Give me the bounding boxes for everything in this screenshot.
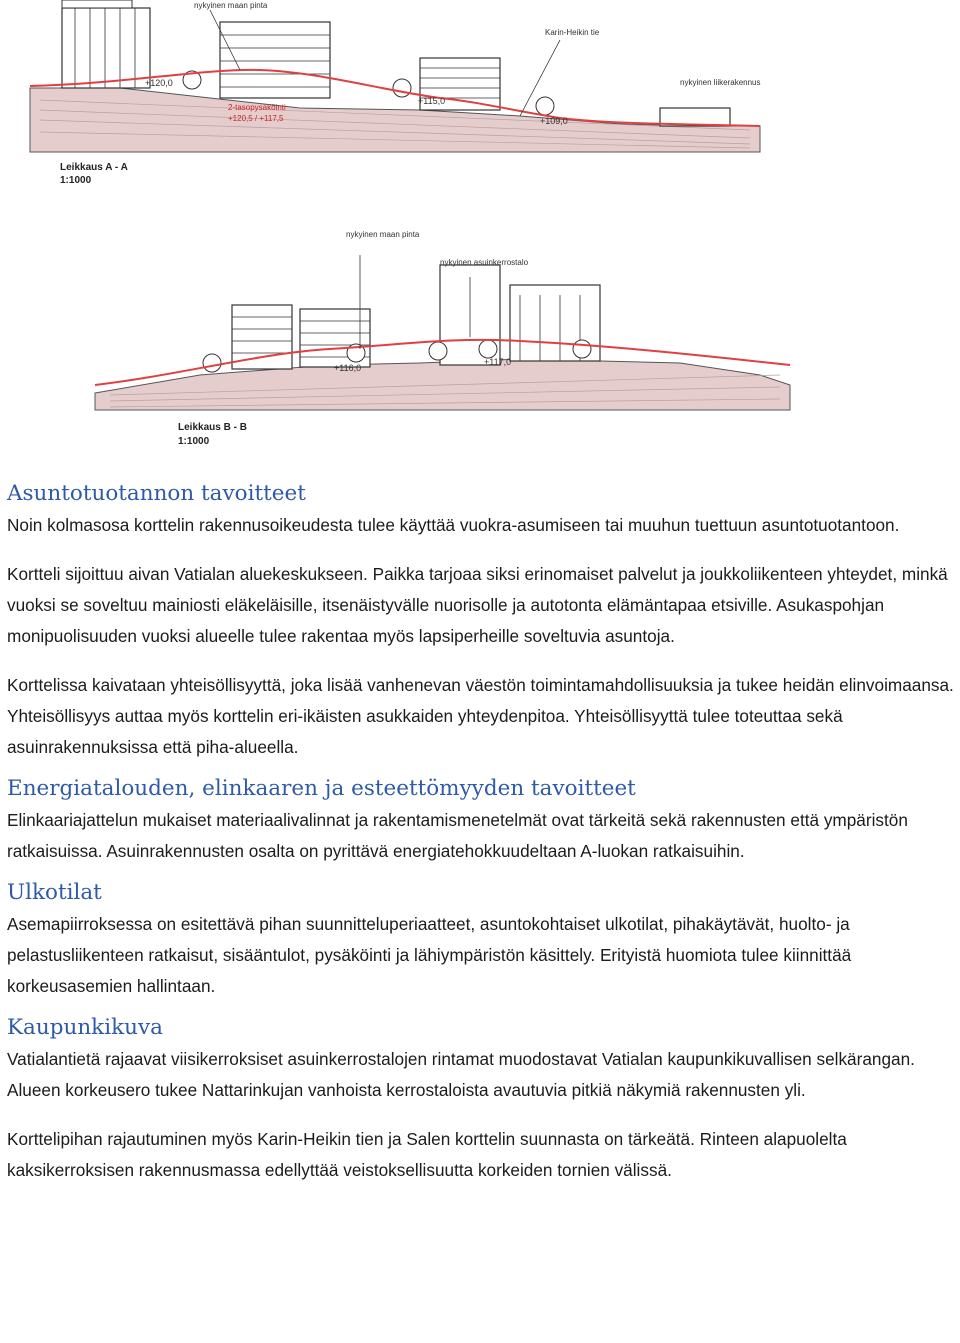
label-parking: 2-tasopysäköinti [228, 103, 286, 112]
label-existing-ground: nykyinen maan pinta [346, 230, 420, 239]
paragraph: Asemapiirroksessa on esitettävä pihan suunnitteluperiaatteet, asuntokohtaiset ulkotilat, pihakäytävät, huolto- ja pelastusliikenteen ratkaisut, sisääntulot, pysäköinti ja lähiympäristön käsittely. Erityistä huomiota tulee kiinnittää korkeusasemien hallintaan. [7, 914, 852, 996]
tree [479, 340, 497, 358]
label-existing-apartment: nykyinen asuinkerrostalo [440, 258, 529, 267]
paragraph: Korttelissa kaivataan yhteisöllisyyttä, joka lisää vanhenevan väestön toimintamahdollisuuksia ja tukee heidän elinvoimaansa. Yhteisöllisyys auttaa myös korttelin eri-ikäisten asukkaiden yhteydenpitoa. Yhteisöllisyyttä tulee toteuttaa sekä asuinrakennuksissa että piha-alueella. [7, 675, 954, 757]
label-level-1: +120,0 [145, 78, 173, 88]
paragraph: Kortteli sijoittuu aivan Vatialan aluekeskukseen. Paikka tarjoaa siksi erinomaiset palvelut ja joukkoliikenteen yhteydet, minkä vuoksi se soveltuu mainiosti eläkeläisille, itsenäistyvälle nuorisolle ja autotonta elämäntapaa etsiville. Asukaspohjan monipuolisuuden vuoksi alueelle tulee rakentaa myös lapsiperheille soveltuvia asuntoja. [7, 564, 948, 646]
label-level-2: +115,0 [418, 96, 446, 106]
section-drawing-a [0, 0, 960, 190]
caption-scale-a: 1:1000 [60, 175, 92, 186]
paragraph: Vatialantietä rajaavat viisikerroksiset asuinkerrostalojen rintamat muodostavat Vatialan kaupunkikuvallisen selkärangan. Alueen korkeusero tukee Nattarinkujan vanhoista kerrostaloista avautuvia pitkiä näkymiä rakennusten yli. [7, 1049, 915, 1100]
caption-title-b: Leikkaus B - B [178, 422, 247, 433]
tree [536, 97, 554, 115]
caption-title-a: Leikkaus A - A [60, 162, 128, 173]
paragraph: Elinkaariajattelun mukaiset materiaalivalinnat ja rakentamismenetelmät ovat tärkeitä sekä rakennusten että ympäristön ratkaisuissa. Asuinrakennusten osalta on pyrittävä energiatehokkuudeltaan A-luokan ratkaisuihin. [7, 810, 908, 861]
heading-energy-goals: Energiatalouden, elinkaaren ja esteettömyyden tavoitteet [7, 776, 636, 801]
tree [573, 340, 591, 358]
label-level-2: +117,0 [484, 357, 512, 367]
ground-mass [30, 88, 760, 152]
label-level-3: +109,0 [540, 116, 568, 126]
label-parking-levels: +120,5 / +117,5 [228, 114, 284, 123]
section-drawing-b [0, 225, 960, 455]
label-commercial: nykyinen liikerakennus [680, 78, 761, 87]
tree [203, 354, 221, 372]
tree [393, 79, 411, 97]
building-b1 [232, 305, 292, 369]
heading-townscape: Kaupunkikuva [7, 1015, 163, 1040]
heading-outdoor-spaces: Ulkotilat [7, 880, 102, 905]
tree [429, 342, 447, 360]
paragraph: Noin kolmasosa korttelin rakennusoikeudesta tulee käyttää vuokra-asumiseen tai muuhun tuettuun asuntotuotantoon. [7, 515, 900, 535]
label-existing-ground: nykyinen maan pinta [194, 1, 268, 10]
ground-mass [95, 359, 790, 410]
label-level-1: +116,0 [334, 363, 362, 373]
caption-scale-b: 1:1000 [178, 436, 210, 447]
document-body [7, 478, 957, 1186]
heading-housing-goals: Asuntotuotannon tavoitteet [7, 481, 306, 506]
label-road: Karin-Heikin tie [545, 28, 600, 37]
paragraph: Korttelipihan rajautuminen myös Karin-Heikin tien ja Salen korttelin suunnasta on tärkeätä. Rinteen alapuolelta kaksikerroksisen rakennusmassa edellyttää veistoksellisuutta korkeiden tornien välissä. [7, 1129, 847, 1180]
